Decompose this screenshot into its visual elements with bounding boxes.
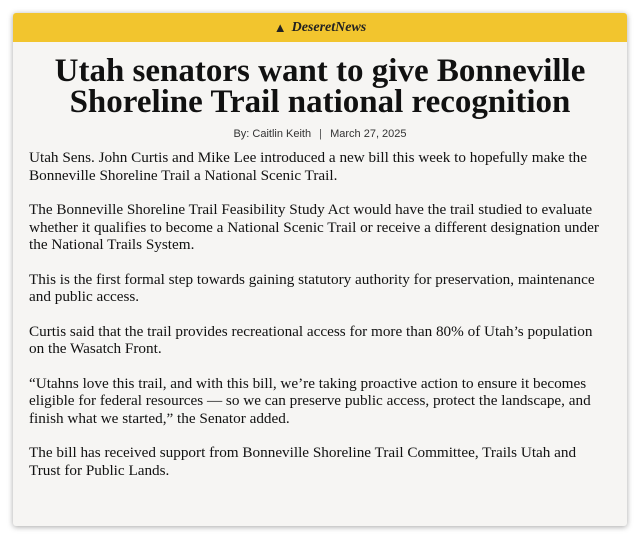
byline-separator: | bbox=[319, 128, 323, 140]
paragraph: “Utahns love this trail, and with this bill, we’re taking proactive action to ensure it becomes eligible for federal resources — so we can preserve public access, protect the landscape, and finish what we started,” the Senator added. bbox=[29, 374, 591, 427]
author: By: Caitlin Keith bbox=[233, 128, 312, 140]
paragraph: The bill has received support from Bonneville Shoreline Trail Committee, Trails Utah and Trust for Public Lands. bbox=[29, 444, 577, 479]
paragraph: This is the first formal step towards gaining statutory authority for preservation, maintenance and public access. bbox=[29, 270, 595, 305]
article-card bbox=[13, 13, 627, 526]
paragraph: Curtis said that the trail provides recreational access for more than 80% of Utah’s population on the Wasatch Front. bbox=[29, 322, 593, 357]
brand-bar bbox=[13, 13, 627, 42]
byline bbox=[13, 128, 627, 140]
brand-name: DeseretNews bbox=[291, 19, 367, 35]
publish-date: March 27, 2025 bbox=[330, 128, 407, 140]
article-body bbox=[29, 149, 611, 479]
paragraph: The Bonneville Shoreline Trail Feasibility Study Act would have the trail studied to evaluate whether it qualifies to become a National Scenic Trail or receive a different designation under the National Trails System. bbox=[29, 201, 599, 253]
deseret-news-logo-icon: ▲ bbox=[273, 19, 287, 35]
paragraph: Utah Sens. John Curtis and Mike Lee introduced a new bill this week to hopefully make the Bonneville Shoreline Trail a National Scenic Trail. bbox=[29, 149, 588, 184]
headline: Utah senators want to give Bonneville Shoreline Trail national recognition bbox=[54, 53, 586, 120]
